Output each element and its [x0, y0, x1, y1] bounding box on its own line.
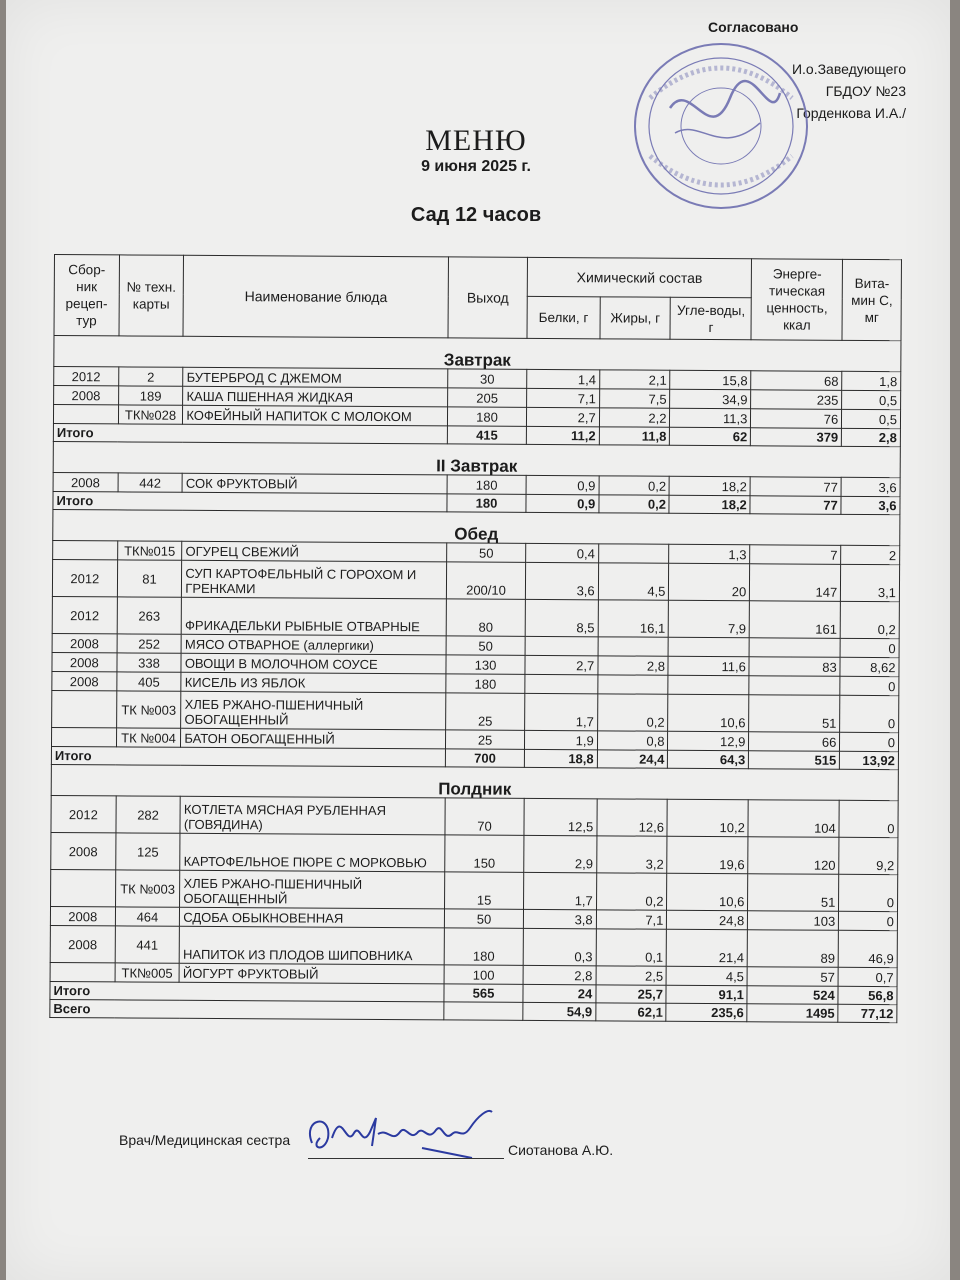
cell-energy: 57	[747, 967, 838, 987]
cell-name: ОГУРЕЦ СВЕЖИЙ	[182, 541, 447, 562]
cell-vitc: 1,8	[842, 371, 901, 390]
cell-protein: 0,9	[526, 494, 599, 512]
cell-vitc: 3,6	[841, 496, 900, 514]
cell-protein: 0,4	[526, 543, 599, 562]
cell-name: ОВОЩИ В МОЛОЧНОМ СОУСЕ	[181, 653, 446, 674]
cell-card: ТК №004	[116, 728, 181, 747]
cell-fat	[598, 675, 669, 694]
cell-vitc: 2,8	[842, 428, 901, 446]
section-title: Полдник	[51, 764, 898, 800]
cell-output: 565	[444, 984, 523, 1002]
cell-fat: 2,1	[599, 370, 670, 389]
cell-collection: 2008	[54, 386, 119, 405]
cell-vitc: 8,62	[840, 657, 899, 676]
cell-protein: 12,5	[524, 798, 597, 835]
section-row-lunch	[53, 509, 900, 545]
approval-name: Горденкова И.А./	[796, 105, 906, 121]
cell-name: СДОБА ОБЫКНОВЕННАЯ	[180, 907, 445, 928]
cell-energy: 104	[748, 800, 839, 838]
cell-vitc: 0	[839, 911, 898, 930]
cell-output: 180	[447, 494, 526, 512]
cell-protein: 1,7	[525, 693, 598, 730]
cell-output: 130	[446, 655, 525, 674]
section-title: II Завтрак	[53, 441, 900, 477]
cell-carbs: 19,6	[667, 836, 748, 873]
col-output: Выход	[448, 257, 527, 338]
approval-org: ГБДОУ №23	[825, 83, 906, 99]
cell-output: 15	[445, 872, 524, 909]
cell-collection: 2008	[53, 472, 118, 491]
cell-protein: 8,5	[525, 599, 598, 636]
page-title: МЕНЮ	[425, 124, 527, 157]
cell-card: ТК №003	[116, 691, 181, 728]
col-name: Наименование блюда	[183, 255, 448, 338]
cell-carbs: 10,6	[667, 873, 748, 910]
cell-energy: 379	[751, 428, 842, 447]
cell-fat: 4,5	[598, 563, 669, 600]
cell-carbs: 18,2	[669, 495, 750, 513]
cell-fat: 12,6	[597, 799, 668, 836]
col-vitc: Вита-мин С, мг	[842, 259, 901, 340]
cell-fat: 7,1	[596, 910, 667, 929]
cell-collection: 2012	[52, 559, 117, 596]
cell-fat: 25,7	[596, 985, 667, 1003]
cell-name: МЯСО ОТВАРНОЕ (аллергики)	[181, 634, 446, 655]
cell-protein: 11,2	[526, 426, 599, 444]
cell-name: КОФЕЙНЫЙ НАПИТОК С МОЛОКОМ	[183, 405, 448, 426]
col-protein: Белки, г	[527, 296, 600, 338]
cell-collection	[51, 869, 116, 906]
cell-energy: 66	[749, 732, 840, 752]
cell-protein: 2,7	[525, 655, 598, 674]
total-label: Итого	[53, 423, 447, 443]
cell-card: 441	[115, 926, 180, 963]
cell-protein: 0,3	[523, 928, 596, 965]
cell-carbs: 10,6	[668, 694, 749, 731]
cell-fat: 62,1	[596, 1003, 667, 1021]
signature-line	[308, 1158, 504, 1159]
cell-protein: 1,4	[527, 369, 600, 388]
cell-carbs	[669, 637, 750, 656]
cell-vitc: 0	[840, 695, 899, 732]
cell-energy: 51	[749, 695, 840, 733]
cell-energy: 515	[749, 751, 840, 770]
cell-fat: 0,2	[596, 873, 667, 910]
cell-energy: 77	[750, 496, 841, 515]
cell-collection: 2012	[51, 795, 116, 832]
cell-vitc: 0	[840, 638, 899, 657]
cell-fat: 2,5	[596, 966, 667, 985]
approval-role: И.о.Заведующего	[791, 61, 906, 77]
cell-name: ХЛЕБ РЖАНО-ПШЕНИЧНЫЙ ОБОГАЩЕННЫЙ	[181, 691, 446, 730]
table-row	[52, 690, 899, 732]
cell-fat: 0,2	[599, 476, 670, 495]
cell-name: КАРТОФЕЛЬНОЕ ПЮРЕ С МОРКОВЬЮ	[180, 833, 445, 872]
cell-protein: 1,7	[523, 872, 596, 909]
table-row	[51, 795, 898, 837]
cell-vitc: 3,1	[841, 564, 900, 601]
col-carbs: Угле-воды, г	[670, 297, 751, 339]
cell-name: КОТЛЕТА МЯСНАЯ РУБЛЕННАЯ (ГОВЯДИНА)	[180, 796, 445, 835]
cell-collection	[52, 690, 117, 727]
cell-card: 263	[117, 597, 182, 634]
cell-card: 81	[117, 560, 182, 597]
cell-card: ТК№028	[118, 405, 183, 424]
section-row-snack	[51, 764, 898, 800]
cell-protein	[525, 674, 598, 693]
cell-collection: 2012	[54, 367, 119, 386]
cell-vitc: 0,2	[840, 601, 899, 638]
cell-energy: 1495	[747, 1004, 838, 1023]
cell-protein: 18,8	[524, 749, 597, 767]
cell-collection	[51, 727, 116, 746]
cell-carbs: 62	[670, 427, 751, 445]
cell-energy: 89	[748, 930, 839, 968]
cell-vitc: 0,5	[842, 390, 901, 409]
cell-fat: 7,5	[599, 389, 670, 408]
cell-carbs: 34,9	[670, 389, 751, 408]
cell-protein	[525, 636, 598, 655]
cell-carbs: 64,3	[668, 750, 749, 768]
cell-carbs: 15,8	[670, 370, 751, 389]
cell-vitc: 9,2	[839, 837, 898, 874]
cell-output: 50	[447, 543, 526, 562]
cell-protein: 7,1	[527, 388, 600, 407]
total-label: Итого	[53, 491, 447, 511]
header-row	[54, 255, 901, 299]
cell-energy: 161	[750, 601, 841, 639]
col-energy: Энерге-тическая ценность, ккал	[751, 259, 842, 341]
cell-collection	[53, 405, 118, 424]
cell-fat: 3,2	[596, 836, 667, 873]
cell-protein: 3,6	[525, 562, 598, 599]
cell-collection: 2008	[50, 925, 115, 962]
cell-fat	[598, 637, 669, 656]
cell-energy: 76	[751, 409, 842, 429]
cell-carbs: 235,6	[666, 1003, 747, 1021]
cell-name: БУТЕРБРОД С ДЖЕМОМ	[183, 367, 448, 388]
cell-fat: 2,8	[598, 656, 669, 675]
total-label: Итого	[50, 981, 444, 1001]
cell-vitc: 46,9	[838, 930, 897, 967]
cell-carbs: 4,5	[667, 966, 748, 985]
cell-collection	[50, 962, 115, 981]
table-row	[51, 869, 898, 911]
cell-name: БАТОН ОБОГАЩЕННЫЙ	[181, 728, 446, 749]
document-sheet	[6, 0, 950, 1280]
cell-output: 180	[446, 674, 525, 693]
cell-carbs: 7,9	[669, 600, 750, 637]
cell-energy: 83	[749, 657, 840, 677]
cell-vitc: 0	[839, 874, 898, 911]
cell-energy: 524	[747, 986, 838, 1005]
cell-card: 282	[116, 796, 181, 833]
official-seal-stamp	[630, 38, 812, 214]
menu-table	[49, 254, 902, 1023]
cell-vitc: 0,7	[838, 967, 897, 986]
cell-carbs: 20	[669, 563, 750, 600]
cell-name: СУП КАРТОФЕЛЬНЫЙ С ГОРОХОМ И ГРЕНКАМИ	[182, 560, 447, 599]
cell-output: 100	[444, 965, 523, 984]
cell-protein: 3,8	[523, 909, 596, 928]
cell-output: 415	[447, 426, 526, 444]
cell-output: 50	[445, 909, 524, 928]
cell-protein: 2,7	[526, 407, 599, 426]
cell-protein: 2,9	[524, 835, 597, 872]
cell-output: 700	[446, 749, 525, 767]
menu-table-body	[50, 336, 901, 1023]
cell-name: КАША ПШЕННАЯ ЖИДКАЯ	[183, 386, 448, 407]
cell-name: ФРИКАДЕЛЬКИ РЫБНЫЕ ОТВАРНЫЕ	[182, 597, 447, 636]
cell-fat: 2,2	[599, 408, 670, 427]
cell-output: 180	[447, 475, 526, 494]
cell-output: 50	[446, 636, 525, 655]
cell-carbs: 21,4	[667, 929, 748, 966]
cell-output: 180	[444, 928, 523, 965]
section-row-breakfast2	[53, 441, 900, 477]
cell-card: 125	[115, 833, 180, 870]
total-label: Всего	[50, 999, 444, 1019]
cell-output: 70	[445, 798, 524, 835]
cell-fat	[598, 544, 669, 563]
cell-name: СОК ФРУКТОВЫЙ	[182, 473, 447, 494]
cell-protein: 1,9	[524, 730, 597, 749]
cell-card: 405	[117, 672, 182, 691]
cell-vitc: 13,92	[840, 751, 899, 769]
cell-energy: 68	[751, 371, 842, 391]
col-chem: Химический состав	[527, 257, 752, 297]
cell-energy: 77	[750, 477, 841, 497]
cell-card: 252	[117, 634, 182, 653]
section-row-breakfast	[54, 336, 901, 372]
cell-energy: 147	[750, 564, 841, 602]
cell-carbs	[668, 675, 749, 694]
cell-output: 25	[446, 730, 525, 749]
cell-energy	[749, 676, 840, 696]
cell-vitc: 0	[840, 676, 899, 695]
table-row	[52, 596, 899, 638]
cell-protein: 2,8	[523, 965, 596, 984]
cell-card: ТК№015	[117, 541, 182, 560]
cell-output	[444, 1002, 523, 1020]
cell-fat: 11,8	[599, 427, 670, 445]
cell-carbs: 11,3	[670, 408, 751, 427]
cell-output: 200/10	[447, 562, 526, 599]
signer-role: Врач/Медицинская сестра	[119, 1132, 291, 1148]
cell-fat: 0,2	[597, 694, 668, 731]
cell-energy: 7	[750, 545, 841, 565]
approval-title: Согласовано	[708, 19, 799, 35]
cell-card: 338	[117, 653, 182, 672]
cell-protein: 24	[523, 984, 596, 1002]
cell-vitc: 77,12	[838, 1004, 897, 1022]
cell-collection: 2008	[52, 633, 117, 652]
cell-fat: 24,4	[597, 750, 668, 768]
cell-carbs: 1,3	[669, 544, 750, 563]
cell-vitc: 56,8	[838, 986, 897, 1004]
table-row	[51, 832, 898, 874]
cell-name: НАПИТОК ИЗ ПЛОДОВ ШИПОВНИКА	[180, 926, 445, 965]
cell-carbs: 11,6	[668, 656, 749, 675]
total-row	[50, 999, 897, 1022]
cell-output: 205	[448, 388, 527, 407]
cell-protein: 0,9	[526, 475, 599, 494]
cell-collection: 2008	[51, 832, 116, 869]
cell-energy	[749, 638, 840, 658]
cell-carbs: 18,2	[670, 476, 751, 495]
total-label: Итого	[51, 746, 445, 766]
cell-vitc: 0	[840, 732, 899, 751]
cell-output: 180	[448, 407, 527, 426]
cell-vitc: 3,6	[841, 477, 900, 496]
cell-output: 80	[446, 599, 525, 636]
cell-energy: 103	[748, 911, 839, 931]
cell-card: ТК№005	[115, 963, 180, 982]
cell-collection: 2008	[52, 652, 117, 671]
cell-card: 464	[115, 907, 180, 926]
col-collection: Сбор-ник рецеп-тур	[54, 255, 119, 336]
cell-card: ТК №003	[115, 870, 180, 907]
cell-collection: 2008	[52, 671, 117, 690]
cell-energy: 51	[748, 874, 839, 912]
signer-name: Сиотанова А.Ю.	[508, 1142, 614, 1158]
cell-vitc: 0,5	[842, 409, 901, 428]
cell-name: КИСЕЛЬ ИЗ ЯБЛОК	[181, 672, 446, 693]
menu-date: 9 июня 2025 г.	[421, 158, 531, 175]
cell-carbs: 91,1	[666, 985, 747, 1003]
cell-protein: 54,9	[523, 1002, 596, 1020]
cell-carbs: 12,9	[668, 731, 749, 750]
cell-name: ХЛЕБ РЖАНО-ПШЕНИЧНЫЙ ОБОГАЩЕННЫЙ	[180, 870, 445, 909]
cell-carbs: 10,2	[667, 799, 748, 836]
section-title: Завтрак	[54, 336, 901, 372]
cell-collection: 2008	[50, 906, 115, 925]
cell-name: ЙОГУРТ ФРУКТОВЫЙ	[179, 963, 444, 984]
cell-energy: 235	[751, 390, 842, 410]
menu-subtitle: Сад 12 часов	[410, 204, 542, 226]
cell-output: 30	[448, 369, 527, 388]
cell-fat: 16,1	[598, 600, 669, 637]
cell-fat: 0,1	[596, 929, 667, 966]
cell-vitc: 0	[839, 800, 898, 837]
table-row	[50, 925, 897, 967]
cell-card: 442	[118, 473, 183, 492]
cell-fat: 0,2	[599, 495, 670, 513]
col-card: № техн. карты	[119, 255, 184, 336]
cell-vitc: 2	[841, 545, 900, 564]
cell-collection	[53, 540, 118, 559]
cell-output: 150	[445, 835, 524, 872]
col-fat: Жиры, г	[600, 297, 671, 339]
cell-collection: 2012	[52, 596, 117, 633]
cell-card: 2	[118, 367, 183, 386]
cell-carbs: 24,8	[667, 910, 748, 929]
section-title: Обед	[53, 509, 900, 545]
cell-energy: 120	[748, 837, 839, 875]
cell-card: 189	[118, 386, 183, 405]
cell-output: 25	[446, 693, 525, 730]
cell-fat: 0,8	[597, 731, 668, 750]
table-row	[52, 559, 899, 601]
